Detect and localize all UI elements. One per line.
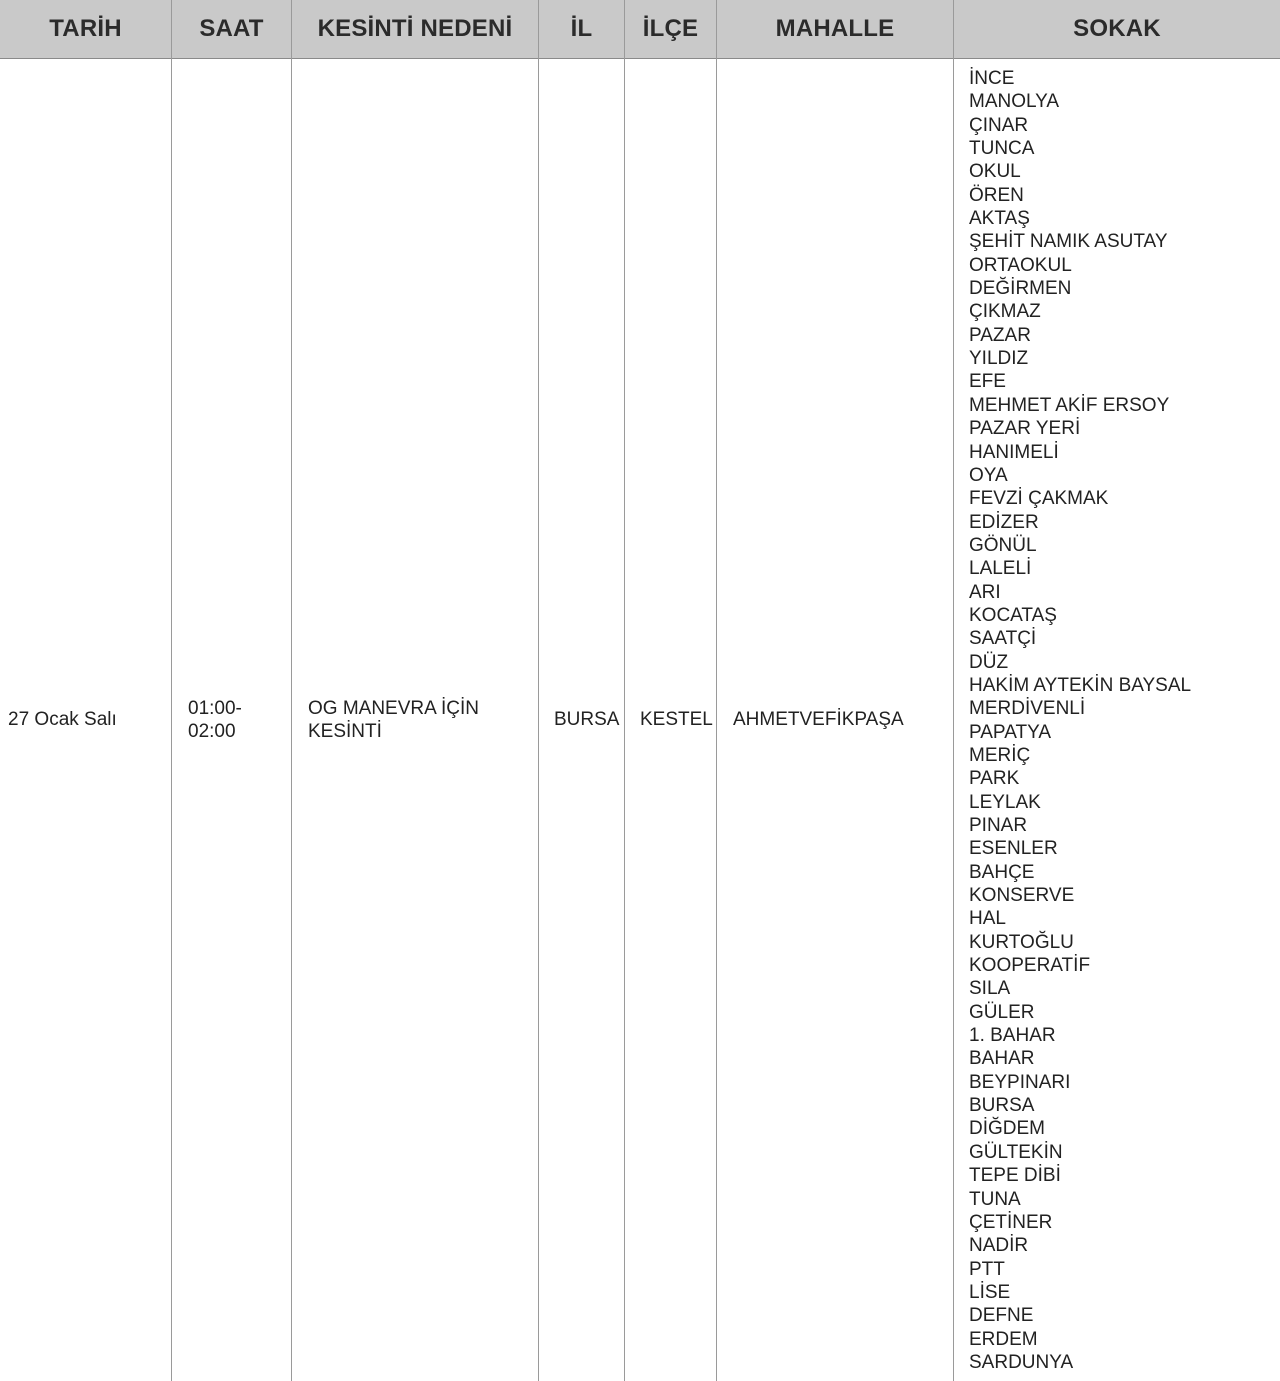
sokak-item: EDİZER [969, 511, 1039, 533]
table-header-row [0, 0, 1280, 59]
column-divider [171, 0, 172, 1381]
sokak-item: HAKİM AYTEKİN BAYSAL [969, 674, 1192, 696]
sokak-item: İNCE [969, 68, 1015, 89]
sokak-item: LALELİ [969, 558, 1032, 580]
cell-tarih [8, 59, 168, 1381]
sokak-item: ÇETİNER [969, 1211, 1053, 1233]
sokak-item: GÖNÜL [969, 534, 1037, 556]
sokak-item: ÇINAR [969, 114, 1029, 136]
sokak-item: HANIMELİ [969, 441, 1059, 463]
sokak-item: EFE [969, 371, 1006, 393]
header-kesinti-nedeni: KESİNTİ NEDENİ [317, 15, 513, 42]
sokak-item: SILA [969, 978, 1011, 1000]
sokak-item: GÜLER [969, 1001, 1035, 1023]
sokak-item: MERDİVENLİ [969, 698, 1086, 720]
sokak-item: LİSE [969, 1281, 1011, 1303]
column-divider [953, 0, 954, 1381]
sokak-item: BAHÇE [969, 861, 1035, 883]
sokak-item: MERİÇ [969, 744, 1031, 766]
sokak-item: PARK [969, 768, 1020, 790]
sokak-item: YILDIZ [969, 348, 1029, 370]
saat-end: 02:00 [188, 721, 236, 742]
sokak-item: FEVZİ ÇAKMAK [969, 488, 1109, 510]
sokak-item: ARI [969, 581, 1001, 603]
sokak-item: PAZAR [969, 324, 1031, 346]
header-saat: SAAT [199, 15, 264, 42]
cell-kesinti-nedeni [308, 59, 534, 1381]
sokak-item: LEYLAK [969, 791, 1041, 813]
sokak-item: KURTOĞLU [969, 931, 1074, 953]
sokak-item: ORTAOKUL [969, 254, 1072, 276]
sokak-item: BEYPINARI [969, 1071, 1071, 1093]
sokak-item: TUNCA [969, 138, 1035, 160]
sokak-item: OYA [969, 464, 1008, 486]
header-il: İL [570, 15, 593, 42]
sokak-item: AKTAŞ [969, 208, 1030, 230]
sokak-item: DİĞDEM [969, 1118, 1045, 1140]
sokak-item: TUNA [969, 1188, 1021, 1210]
header-tarih: TARİH [49, 15, 122, 42]
sokak-item: PAPATYA [969, 721, 1052, 743]
header-sokak: SOKAK [1073, 15, 1161, 42]
sokak-item: DEĞİRMEN [969, 278, 1072, 300]
sokak-item: TEPE DİBİ [969, 1165, 1061, 1187]
tarih-value: 27 Ocak Salı [8, 709, 117, 731]
saat-start: 01:00- [188, 697, 242, 719]
sokak-list [969, 67, 1274, 1374]
sokak-item: ŞEHİT NAMIK ASUTAY [969, 231, 1168, 253]
mahalle-value: AHMETVEFİKPAŞA [733, 709, 904, 731]
sokak-item: MANOLYA [969, 91, 1060, 113]
sokak-item: SARDUNYA [969, 1351, 1074, 1373]
sokak-item: PAZAR YERİ [969, 418, 1081, 440]
sokak-item: ÖREN [969, 184, 1024, 206]
column-divider [716, 0, 717, 1381]
sokak-item: ESENLER [969, 838, 1058, 860]
sokak-item: BURSA [969, 1095, 1035, 1117]
sokak-item: HAL [969, 908, 1006, 930]
sokak-item: MEHMET AKİF ERSOY [969, 394, 1170, 416]
sokak-item: GÜLTEKİN [969, 1141, 1063, 1163]
ilce-value: KESTEL [640, 709, 713, 731]
sokak-item: ERDEM [969, 1328, 1038, 1350]
sokak-item: KOOPERATİF [969, 955, 1091, 977]
sokak-item: 1. BAHAR [969, 1025, 1056, 1047]
sokak-item: PINAR [969, 815, 1028, 836]
sokak-item: SAATÇİ [969, 628, 1037, 650]
cell-il [554, 59, 622, 1381]
sokak-item: DEFNE [969, 1305, 1034, 1327]
neden-line-1: OG MANEVRA İÇİN [308, 697, 480, 719]
cell-ilce [640, 59, 714, 1381]
sokak-item: KONSERVE [969, 885, 1075, 907]
sokak-item: BAHAR [969, 1048, 1035, 1070]
header-ilce: İLÇE [642, 15, 699, 42]
column-divider [291, 0, 292, 1381]
sokak-item: DÜZ [969, 651, 1009, 673]
sokak-item: KOCATAŞ [969, 604, 1057, 626]
sokak-item: OKUL [969, 161, 1021, 183]
sokak-item: ÇIKMAZ [969, 301, 1041, 323]
column-divider [538, 0, 539, 1381]
header-mahalle: MAHALLE [775, 15, 895, 42]
il-value: BURSA [554, 709, 620, 731]
cell-mahalle [733, 59, 951, 1381]
cell-saat [188, 59, 288, 1381]
sokak-item: PTT [969, 1258, 1005, 1280]
neden-line-2: KESİNTİ [308, 721, 382, 742]
sokak-item: NADİR [969, 1235, 1029, 1257]
column-divider [624, 0, 625, 1381]
